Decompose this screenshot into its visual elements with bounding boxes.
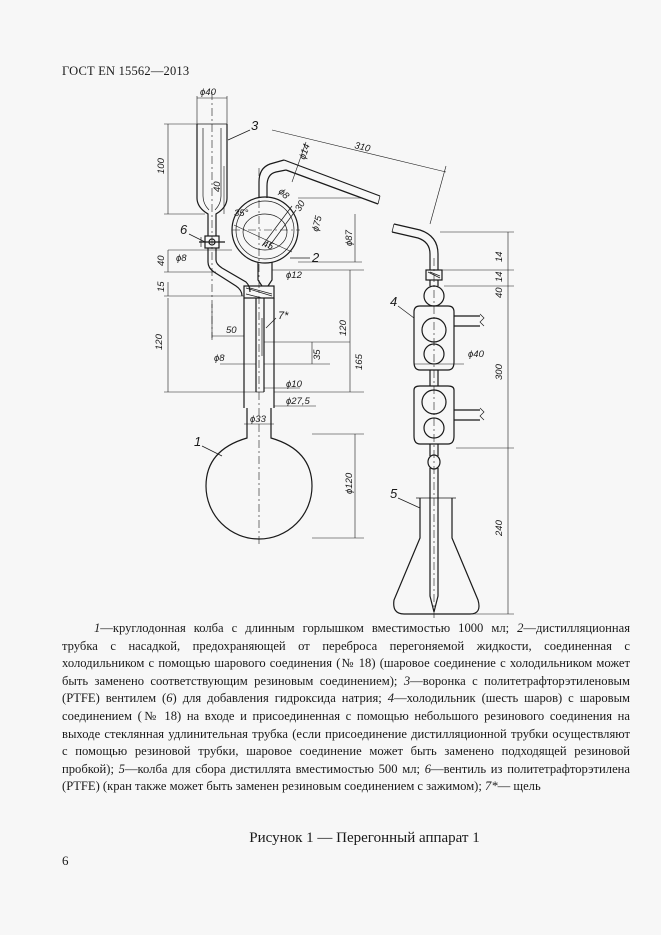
svg-text:300: 300 xyxy=(494,364,505,380)
svg-text:ϕ27,5: ϕ27,5 xyxy=(286,396,310,407)
svg-text:ϕ120: ϕ120 xyxy=(344,472,355,494)
svg-text:ϕ75: ϕ75 xyxy=(310,214,325,233)
svg-text:40: 40 xyxy=(212,181,223,192)
standard-header: ГОСТ EN 15562—2013 xyxy=(62,64,190,78)
svg-text:120: 120 xyxy=(154,334,165,350)
svg-text:ϕ87: ϕ87 xyxy=(344,230,355,246)
svg-text:ϕ40: ϕ40 xyxy=(200,87,216,98)
svg-text:ϕ12: ϕ12 xyxy=(286,270,302,281)
callout-5: 5 xyxy=(390,486,398,501)
svg-text:30: 30 xyxy=(293,198,308,214)
svg-text:310: 310 xyxy=(353,140,372,155)
dimension-labels xyxy=(154,87,505,537)
svg-text:35: 35 xyxy=(312,349,323,360)
callout-7: 7* xyxy=(278,310,289,322)
svg-text:240: 240 xyxy=(494,520,505,536)
callout-3: 3 xyxy=(251,118,259,133)
svg-text:120: 120 xyxy=(338,320,349,336)
svg-text:40: 40 xyxy=(156,255,167,266)
splash-head-2 xyxy=(232,160,380,286)
svg-text:ϕ33: ϕ33 xyxy=(250,414,266,425)
erlenmeyer-flask-5 xyxy=(394,498,479,614)
svg-text:100: 100 xyxy=(156,158,167,174)
svg-text:ϕ8: ϕ8 xyxy=(275,186,292,202)
svg-text:50: 50 xyxy=(226,325,237,336)
svg-text:ϕ14: ϕ14 xyxy=(297,142,313,161)
svg-text:14: 14 xyxy=(494,271,505,282)
condenser-4 xyxy=(392,224,484,612)
svg-text:15: 15 xyxy=(156,281,167,292)
callout-4: 4 xyxy=(390,294,398,309)
svg-text:ϕ40: ϕ40 xyxy=(468,349,484,360)
svg-text:35°: 35° xyxy=(234,208,249,219)
callouts xyxy=(180,118,420,508)
svg-text:14: 14 xyxy=(494,251,505,262)
figure-legend: 1—круглодонная колба с длинным горлышком вместимостью 1000 мл; 2—дистилляционная трубка с насадкой, предохраняющей от переброса перегоняемой жидкости, соединенная с холодильником с помощью шарового соединения (№ 18) (шаровое соединение с холодильником может быть заменено соответствующим резиновым соединением); 3—воронка с политетрафторэтиленовым (PTFE) вентилем (6) для добавления гидроксида натрия; 4—холодильник (шесть шаров) с шаровым соединением (№ 18) на входе и присоединенная с помощью небольшого резинового соединения на выходе стеклянная удлинительная трубка (если присоединение дистилляционной трубки осуществляют с помощью резиновой трубки, шаровое соединение может быть заменено подходящей резиновой пробкой); 5—колба для сбора дистиллята вместимостью 500 мл; 6—вентиль из политетрафторэтилена (PTFE) (кран также может быть заменен резиновым соединением с зажимом); 7*— щель xyxy=(62,621,631,794)
callout-1: 1 xyxy=(194,434,202,449)
page-number: 6 xyxy=(62,853,69,868)
svg-text:ϕ10: ϕ10 xyxy=(286,379,302,390)
callout-2: 2 xyxy=(312,250,320,265)
svg-text:ϕ8: ϕ8 xyxy=(176,253,187,264)
svg-text:ϕ8: ϕ8 xyxy=(214,353,225,364)
svg-text:165: 165 xyxy=(354,354,365,370)
svg-text:45: 45 xyxy=(260,238,275,253)
svg-text:40: 40 xyxy=(494,287,505,298)
figure-caption: Рисунок 1 — Перегонный аппарат 1 xyxy=(249,830,480,846)
callout-6: 6 xyxy=(180,222,188,237)
